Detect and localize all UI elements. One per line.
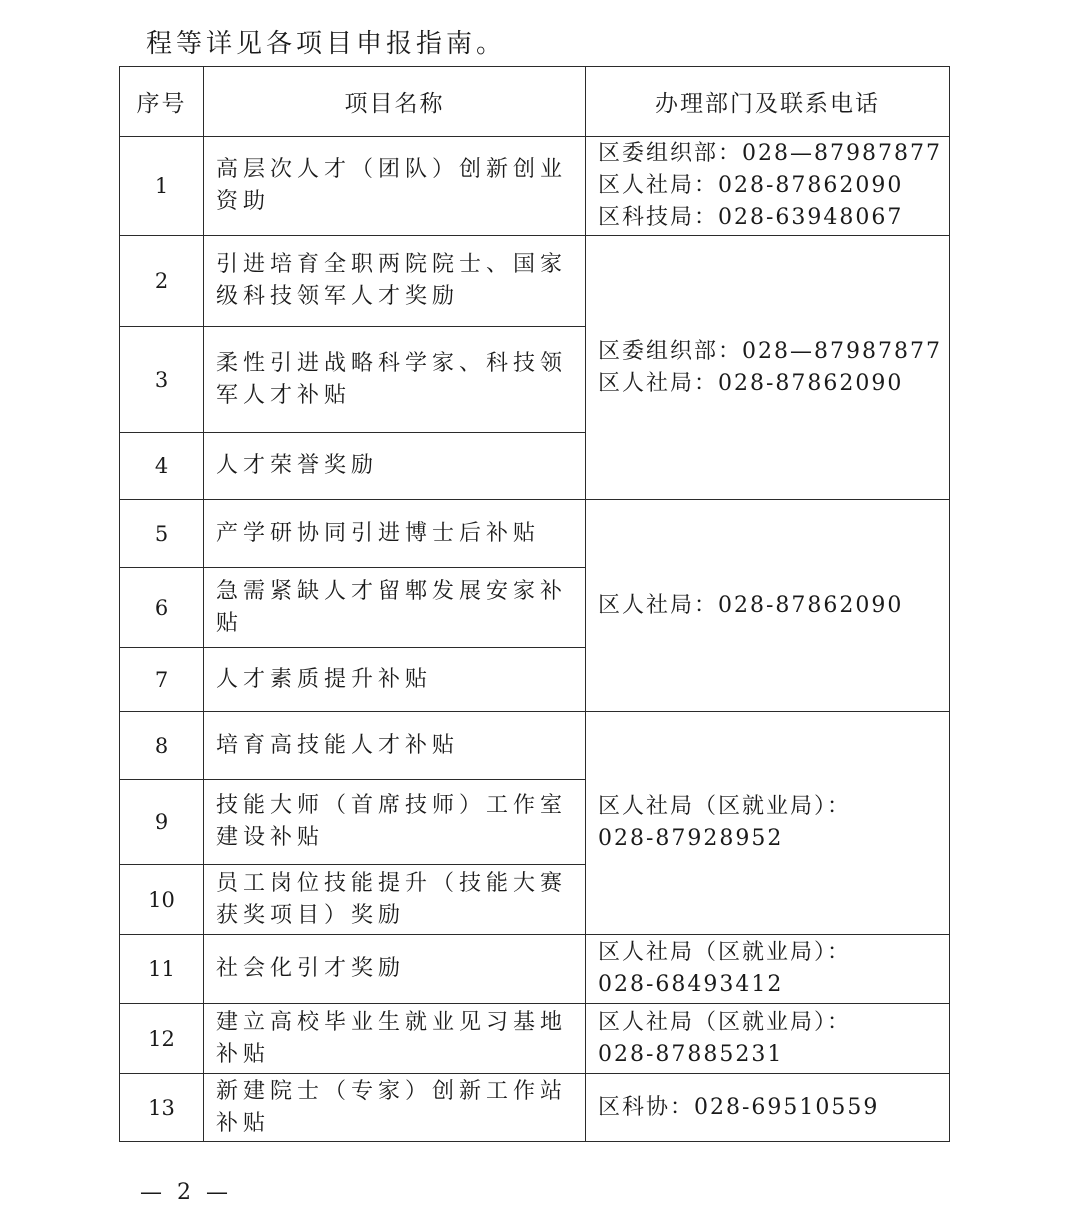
- contact-line: 028-87928952: [598, 826, 784, 851]
- department-contact: [586, 1004, 950, 1074]
- project-name: 人才荣誉奖励: [204, 433, 586, 500]
- row-number: 10: [120, 865, 204, 935]
- contact-line: 区委组织部：028—87987877: [598, 141, 942, 166]
- contact-line: 区人社局（区就业局）：: [598, 1009, 852, 1035]
- project-name: 建立高校毕业生就业见习基地补贴: [204, 1004, 586, 1074]
- row-number: 12: [120, 1004, 204, 1074]
- table-row: [120, 236, 950, 327]
- project-table: [119, 66, 950, 1142]
- header-project-name: 项目名称: [204, 67, 586, 137]
- header-department: 办理部门及联系电话: [586, 67, 950, 137]
- row-number: 9: [120, 780, 204, 865]
- row-number: 6: [120, 568, 204, 648]
- project-name: 培育高技能人才补贴: [204, 712, 586, 780]
- department-contact: [586, 137, 950, 236]
- row-number: 2: [120, 236, 204, 327]
- project-name: 产学研协同引进博士后补贴: [204, 500, 586, 568]
- table-header-row: [120, 67, 950, 137]
- project-name: 技能大师（首席技师）工作室建设补贴: [204, 780, 586, 865]
- project-name: 人才素质提升补贴: [204, 648, 586, 712]
- department-contact: [586, 236, 950, 500]
- table-row: [120, 1004, 950, 1074]
- row-number: 11: [120, 935, 204, 1004]
- project-name: 引进培育全职两院院士、国家级科技领军人才奖励: [204, 236, 586, 327]
- contact-line: 区人社局：028-87862090: [598, 173, 904, 198]
- table-row: [120, 1074, 950, 1142]
- table-row: [120, 500, 950, 568]
- project-name: 员工岗位技能提升（技能大赛获奖项目）奖励: [204, 865, 586, 935]
- header-number: 序号: [120, 67, 204, 137]
- row-number: 8: [120, 712, 204, 780]
- contact-line: 区科技局：028-63948067: [598, 205, 904, 230]
- department-contact: [586, 1074, 950, 1142]
- table-row: [120, 935, 950, 1004]
- row-number: 7: [120, 648, 204, 712]
- contact-line: 区人社局：028-87862090: [598, 592, 904, 618]
- contact-line: 区人社局（区就业局）：: [598, 940, 852, 965]
- row-number: 13: [120, 1074, 204, 1142]
- contact-line: 028-87885231: [598, 1041, 784, 1067]
- department-contact: [586, 935, 950, 1004]
- contact-line: 区科协：028-69510559: [598, 1094, 880, 1120]
- department-contact: [586, 712, 950, 935]
- project-name: 高层次人才（团队）创新创业资助: [204, 137, 586, 236]
- contact-line: 区人社局（区就业局）：: [598, 794, 852, 819]
- project-name: 新建院士（专家）创新工作站补贴: [204, 1074, 586, 1142]
- department-contact: [586, 500, 950, 712]
- page-number: — 2 —: [140, 1180, 232, 1205]
- contact-line: 区人社局：028-87862090: [598, 370, 904, 396]
- project-name: 急需紧缺人才留郫发展安家补贴: [204, 568, 586, 648]
- table-row: [120, 137, 950, 236]
- lead-text: 程等详见各项目申报指南。: [146, 29, 507, 59]
- row-number: 5: [120, 500, 204, 568]
- table-row: [120, 712, 950, 780]
- row-number: 3: [120, 327, 204, 433]
- contact-line: 028-68493412: [598, 972, 784, 997]
- project-name: 社会化引才奖励: [204, 935, 586, 1004]
- row-number: 4: [120, 433, 204, 500]
- contact-line: 区委组织部：028—87987877: [598, 338, 942, 364]
- row-number: 1: [120, 137, 204, 236]
- project-name: 柔性引进战略科学家、科技领军人才补贴: [204, 327, 586, 433]
